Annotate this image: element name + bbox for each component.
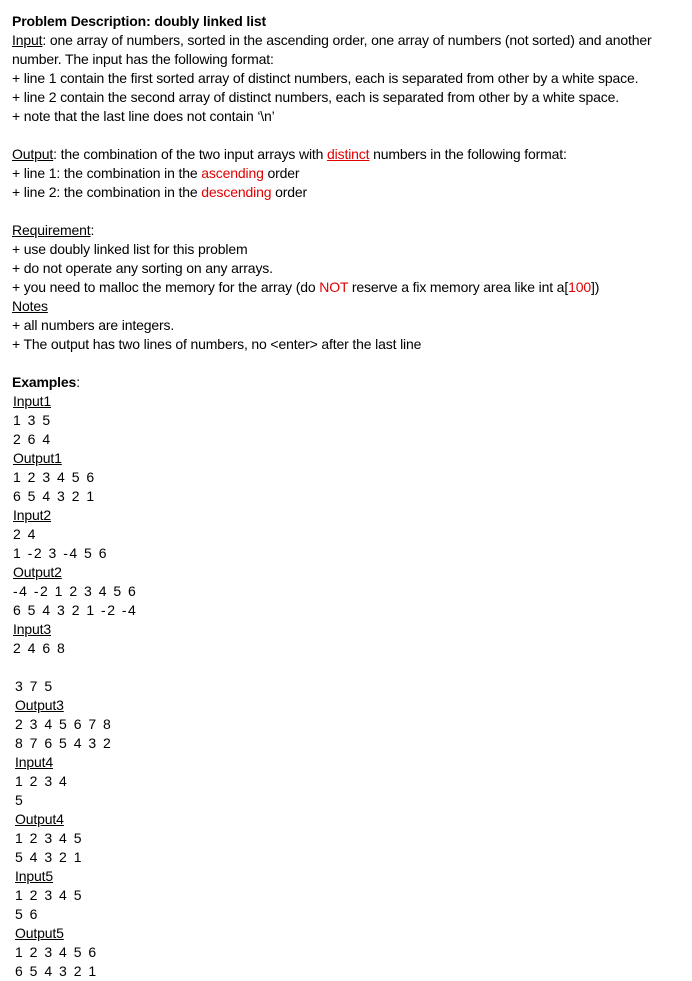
requirement-3-num: 100 — [568, 279, 591, 295]
example-line: 2 4 — [13, 526, 37, 542]
example-line: 2 6 4 — [13, 431, 52, 447]
spacer — [12, 126, 692, 145]
examples-label: Examples — [12, 374, 77, 390]
input-bullet-1: + line 1 contain the first sorted array of distinct numbers, each is separated from other by a white space. — [12, 70, 639, 86]
output-line-1-ascending: ascending — [201, 165, 264, 181]
example-line: 5 — [15, 792, 25, 808]
requirement-heading — [12, 221, 692, 240]
example-line-blank — [12, 658, 692, 677]
example-line: 6 5 4 3 2 1 -2 -4 — [13, 602, 138, 618]
output-text-post: numbers in the following format: — [369, 146, 567, 162]
example-heading-input3: Input3 — [13, 621, 52, 637]
example-heading-output3: Output3 — [15, 697, 64, 713]
input-text-1: : one array of numbers, sorted in the ascending order, one array of numbers (not sorted) and another — [42, 32, 652, 48]
output-description — [12, 145, 692, 164]
example-line: 1 2 3 4 5 — [15, 887, 83, 903]
examples-list — [12, 392, 692, 981]
input-description-line-1 — [12, 31, 692, 50]
output-line-2-descending: descending — [201, 184, 272, 200]
input-bullet-3: + note that the last line does not contain ‘\n’ — [12, 108, 275, 124]
examples-colon: : — [76, 374, 80, 390]
output-text-pre: : the combination of the two input arrays with — [53, 146, 328, 162]
requirement-3-pre: + you need to malloc the memory for the array (do — [12, 279, 320, 295]
example-heading-input1: Input1 — [13, 393, 52, 409]
example-line: 5 6 — [15, 906, 39, 922]
examples-heading — [12, 373, 692, 392]
example-line: 6 5 4 3 2 1 — [15, 963, 98, 979]
input-description-line-2: number. The input has the following format: — [12, 51, 274, 67]
example-line: 1 -2 3 -4 5 6 — [13, 545, 108, 561]
example-line: 5 4 3 2 1 — [15, 849, 83, 865]
input-bullet-2: + line 2 contain the second array of distinct numbers, each is separated from other by a white space. — [12, 89, 620, 105]
requirement-3-mid: reserve a fix memory area like int a[ — [348, 279, 569, 295]
output-line-1 — [12, 164, 692, 183]
requirement-colon: : — [90, 222, 95, 238]
example-line: 2 4 6 8 — [13, 640, 67, 656]
example-heading-output2: Output2 — [13, 564, 62, 580]
example-line: 8 7 6 5 4 3 2 — [15, 735, 113, 751]
example-heading-input2: Input2 — [13, 507, 52, 523]
spacer — [12, 354, 692, 373]
problem-title: Problem Description: doubly linked list — [12, 13, 266, 29]
output-line-1-post: order — [263, 165, 300, 181]
example-heading-input4: Input4 — [15, 754, 54, 770]
example-line: 1 2 3 4 5 6 — [13, 469, 96, 485]
example-line: 1 2 3 4 — [15, 773, 69, 789]
output-line-2 — [12, 183, 692, 202]
example-heading-output5: Output5 — [15, 925, 64, 941]
requirement-3 — [12, 278, 692, 297]
example-line: -4 -2 1 2 3 4 5 6 — [13, 583, 138, 599]
output-label: Output — [12, 146, 54, 162]
example-heading-output1: Output1 — [13, 450, 62, 466]
example-line: 6 5 4 3 2 1 — [13, 488, 96, 504]
example-heading-input5: Input5 — [15, 868, 54, 884]
output-line-2-pre: + line 2: the combination in the — [12, 184, 202, 200]
output-line-1-pre: + line 1: the combination in the — [12, 165, 202, 181]
requirement-3-post: ]) — [590, 279, 600, 295]
requirement-1: + use doubly linked list for this problem — [12, 241, 248, 257]
example-line: 3 7 5 — [15, 678, 54, 694]
example-line: 1 3 5 — [13, 412, 52, 428]
requirement-2: + do not operate any sorting on any arrays. — [12, 260, 273, 276]
notes-2: + The output has two lines of numbers, no <enter> after the last line — [12, 336, 422, 352]
input-label: Input — [12, 32, 43, 48]
example-line: 2 3 4 5 6 7 8 — [15, 716, 113, 732]
example-line: 1 2 3 4 5 — [15, 830, 83, 846]
notes-1: + all numbers are integers. — [12, 317, 175, 333]
example-heading-output4: Output4 — [15, 811, 64, 827]
output-line-2-post: order — [271, 184, 308, 200]
spacer — [12, 202, 692, 221]
output-distinct-link: distinct — [327, 146, 370, 162]
requirement-3-not: NOT — [319, 279, 349, 295]
example-line: 1 2 3 4 5 6 — [15, 944, 98, 960]
notes-label: Notes — [12, 298, 48, 314]
requirement-label: Requirement — [12, 222, 91, 238]
